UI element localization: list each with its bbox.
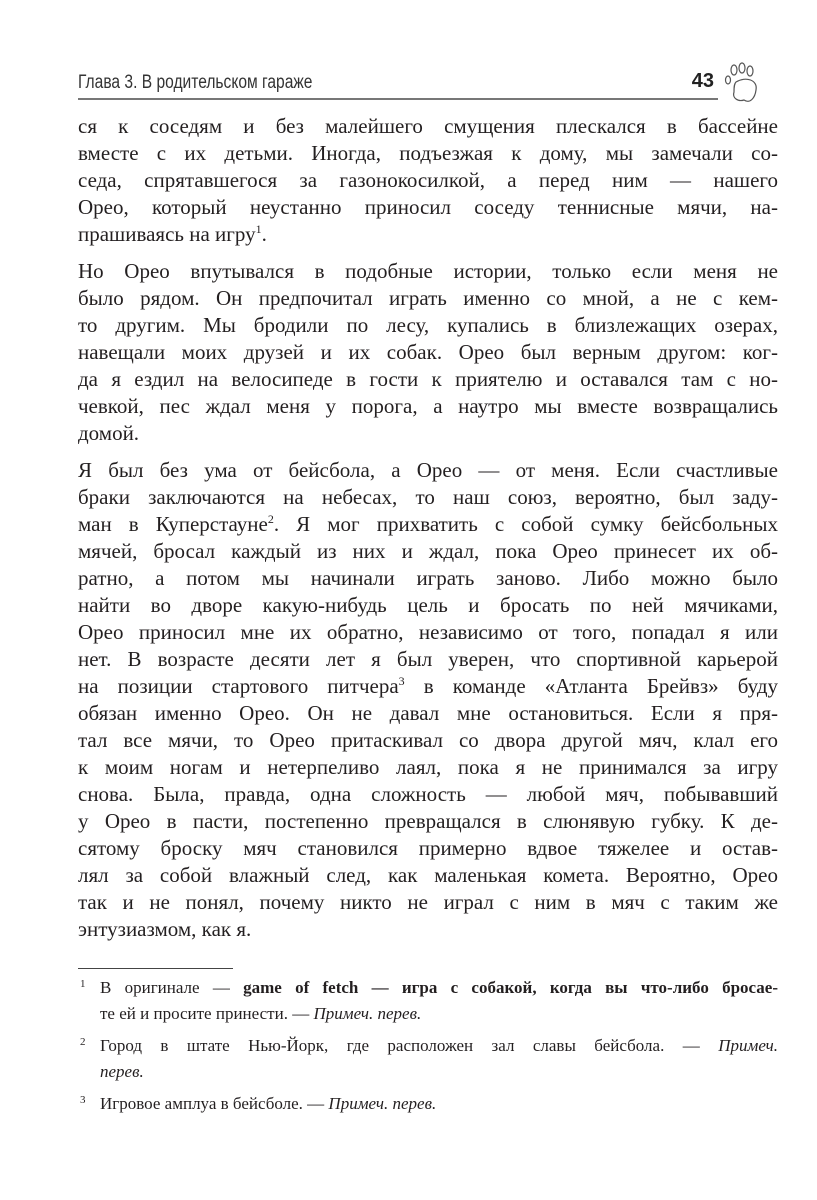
text-line: сятому броску мяч становился примерно вдвое тяжелее и остав- (78, 836, 778, 860)
running-header (78, 70, 718, 100)
page-number: 43 (691, 70, 714, 92)
body-text (78, 113, 778, 953)
text-line: Орео приносил мне их обратно, независимо от того, попадал я или (78, 620, 778, 644)
footnotes (78, 975, 778, 1123)
text-line: мячей, бросал каждый из них и ждал, пока Орео принесет их об- (78, 539, 778, 563)
text-line: навещали моих друзей и их собак. Орео был верным другом: ког- (78, 340, 778, 364)
footnote-number: 1 (80, 978, 86, 990)
text-line: вместе с их детьми. Иногда, подъезжая к дому, мы замечали со- (78, 141, 778, 165)
text-line: Но Орео впутывался в подобные истории, только если меня не (78, 259, 778, 283)
text-line: ся к соседям и без малейшего смущения плескался в бассейне (78, 114, 778, 138)
footnote (78, 1091, 778, 1117)
text: в команде «Атланта Брейвз» буду (404, 674, 778, 698)
text-line (78, 673, 778, 700)
text: game of fetch — игра с собакой, когда вы что-либо бросае- (243, 978, 778, 997)
footnote-number: 3 (80, 1094, 86, 1106)
text: . Я мог прихватить с собой сумку бейсбольных (273, 512, 778, 536)
text-line: домой. (78, 421, 140, 445)
paragraph (78, 258, 778, 447)
footnote-divider (78, 968, 233, 969)
text-line: снова. Была, правда, одна сложность — любой мяч, побывавший (78, 782, 778, 806)
text-line: так и не понял, почему никто не играл с ним в мяч с таким же (78, 890, 778, 914)
text-line: энтузиазмом, как я. (78, 917, 252, 941)
text: прашиваясь на игру (78, 222, 256, 246)
text-line: да я ездил на велосипеде в гости к приятелю и оставался там с но- (78, 367, 778, 391)
footnote (78, 975, 778, 1027)
text-line (100, 1001, 778, 1027)
text-line: седа, спрятавшегося за газонокосилкой, а перед ним — нашего (78, 168, 778, 192)
chapter-title: Глава 3. В родительском гараже (78, 72, 313, 93)
translator-note: Примеч. перев. (328, 1094, 437, 1113)
translator-note: Примеч. (718, 1036, 778, 1055)
text-line: то другим. Мы бродили по лесу, купались в близлежащих озерах, (78, 313, 778, 337)
translator-note: Примеч. перев. (313, 1004, 422, 1023)
text-line (100, 1033, 778, 1059)
text-line: у Орео в пасти, постепенно превращался в слюнявую губку. К де- (78, 809, 778, 833)
text-line (100, 1091, 778, 1117)
text: Город в штате Нью-Йорк, где расположен зал славы бейсбола. — (100, 1036, 719, 1055)
text-line: Я был без ума от бейсбола, а Орео — от меня. Если счастливые (78, 458, 778, 482)
text-line: нет. В возрасте десяти лет я был уверен, что спортивной карьерой (78, 647, 778, 671)
text-line (100, 975, 778, 1001)
text-line: браки заключаются на небесах, то наш союз, вероятно, был заду- (78, 485, 778, 509)
paragraph (78, 457, 778, 943)
footnote-ref[interactable]: 3 (398, 674, 405, 688)
text: В оригинале — (100, 978, 244, 997)
text-line: найти во дворе какую-нибудь цель и бросать по ней мячиками, (78, 593, 778, 617)
text: Игровое амплуа в бейсболе. — (100, 1094, 329, 1113)
footnote-ref[interactable]: 2 (267, 512, 274, 526)
text: те ей и просите принести. — (100, 1004, 314, 1023)
text-line: Орео, который неустанно приносил соседу теннисные мячи, на- (78, 195, 778, 219)
paw-print-icon (722, 62, 762, 106)
text-line (78, 511, 778, 538)
footnote (78, 1033, 778, 1085)
text-line: ратно, а потом мы начинали играть заново. Либо можно было (78, 566, 778, 590)
text: на позиции стартового питчера (78, 674, 399, 698)
text-line: чевкой, пес ждал меня у порога, а наутро мы вместе возвращались (78, 394, 778, 418)
text-line: к моим ногам и нетерпеливо лаял, пока я не принимался за игру (78, 755, 778, 779)
text-line: прашиваясь на игру$^1$. (78, 222, 267, 246)
footnote-ref[interactable]: 1 (255, 222, 262, 236)
text-line: лял за собой влажный след, как маленькая комета. Вероятно, Орео (78, 863, 778, 887)
text-line: тал все мячи, то Орео притаскивал со двора другой мяч, клал его (78, 728, 778, 752)
text-line: было рядом. Он предпочитал играть именно со мной, а не с кем- (78, 286, 778, 310)
text-line (100, 1059, 778, 1085)
footnote-number: 2 (80, 1036, 86, 1048)
translator-note: перев. (100, 1062, 144, 1081)
paragraph (78, 113, 778, 248)
text-line: обязан именно Орео. Он не давал мне остановиться. Если я пря- (78, 701, 778, 725)
text: ман в Куперстауне (78, 512, 268, 536)
